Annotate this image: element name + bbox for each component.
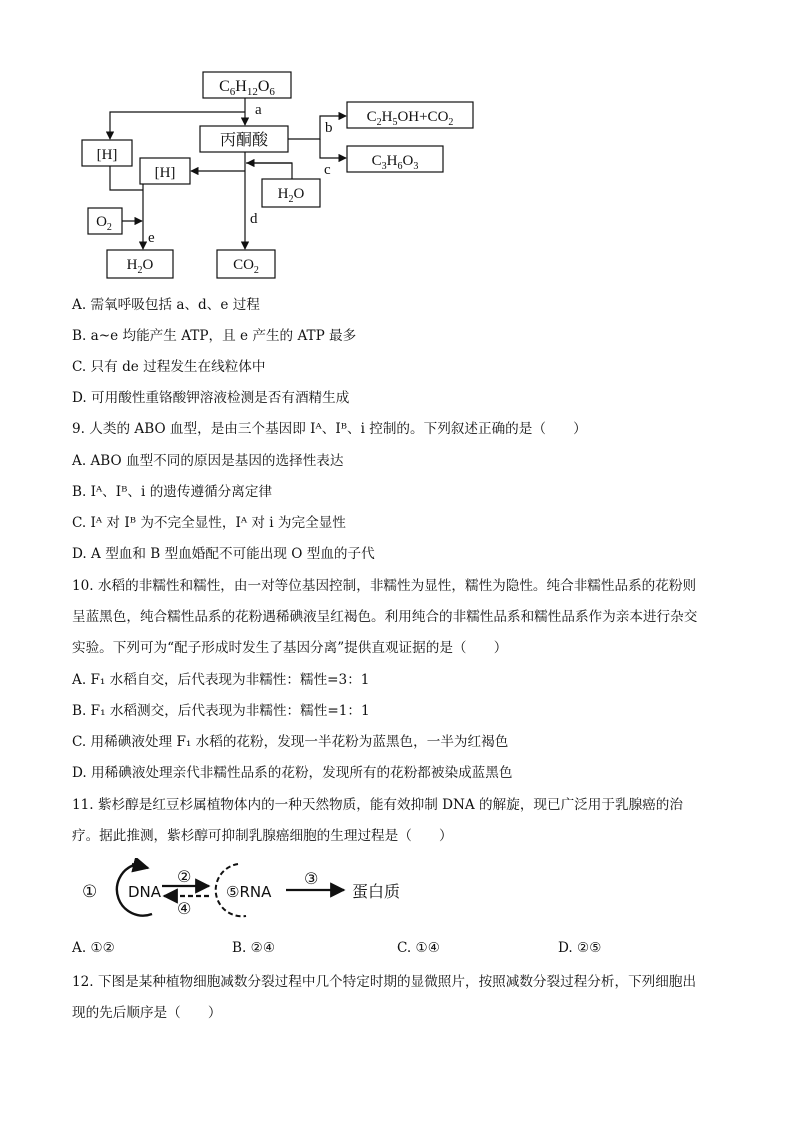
q10-stem-2: 呈蓝黑色，纯合糯性品系的花粉遇稀碘液呈红褐色。利用纯合的非糯性品系和糯性品系作为亲本进行杂交 — [72, 609, 698, 625]
fig-dna: DNA — [128, 883, 162, 901]
q8-option-c: C. 只有 de 过程发生在线粒体中 — [72, 359, 266, 375]
q10-option-d: D. 用稀碘液处理亲代非糯性品系的花粉，发现所有的花粉都被染成蓝黑色 — [72, 765, 513, 781]
label-c: c — [324, 162, 331, 178]
label-d: d — [250, 211, 258, 227]
q11-stem-2: 疗。据此推测，紫杉醇可抑制乳腺癌细胞的生理过程是（ ） — [72, 828, 453, 844]
label-b: b — [325, 120, 333, 136]
fig-circle-4: ④ — [177, 899, 192, 918]
q11-options — [72, 940, 712, 960]
q10-option-a: A. F₁ 水稻自交，后代表现为非糯性：糯性=3：1 — [72, 672, 370, 688]
q10-option-c: C. 用稀碘液处理 F₁ 水稻的花粉，发现一半花粉为蓝黑色，一半为红褐色 — [72, 734, 509, 750]
q10-stem-3: 实验。下列可为“配子形成时发生了基因分离”提供直观证据的是（ ） — [72, 640, 508, 656]
ethanol-label: $C_2H_5OH+CO_2$ — [366, 109, 454, 128]
q8-option-a: A. 需氧呼吸包括 a、d、e 过程 — [72, 297, 260, 313]
q11-option-a: A. ①② — [72, 940, 115, 956]
q11-stem-1: 11. 紫杉醇是红豆杉属植物体内的一种天然物质，能有效抑制 DNA 的解旋，现已广泛用于乳腺癌的治 — [72, 797, 683, 813]
q11-option-c: C. ①④ — [397, 940, 440, 956]
water-in-label: $H_2O$ — [277, 186, 305, 205]
label-e: e — [148, 230, 155, 246]
glucose-label: $C_6H_{12}O_6$ — [219, 78, 275, 98]
q9-option-c: C. Iᴬ 对 Iᴮ 为不完全显性，Iᴬ 对 i 为完全显性 — [72, 515, 346, 531]
q9-option-d: D. A 型血和 B 型血婚配不可能出现 O 型血的子代 — [72, 546, 375, 562]
respiration-diagram — [70, 62, 490, 284]
h-left-label: [H] — [96, 147, 118, 163]
pyruvate-label: 丙酮酸 — [219, 132, 269, 149]
fig-circle-1: ① — [82, 882, 98, 902]
label-a: a — [255, 102, 262, 118]
lactate-label: $C_3H_6O_3$ — [371, 153, 419, 172]
central-dogma-figure — [76, 858, 416, 924]
q10-stem-1: 10. 水稻的非糯性和糯性，由一对等位基因控制，非糯性为显性，糯性为隐性。纯合非糯性品系的花粉则 — [72, 578, 697, 594]
q8-option-d: D. 可用酸性重铬酸钾溶液检测是否有酒精生成 — [72, 390, 350, 406]
q12-stem-1: 12. 下图是某种植物细胞减数分裂过程中几个特定时期的显微照片，按照减数分裂过程分析，下列细胞出 — [72, 974, 697, 990]
q9-stem: 9. 人类的 ABO 血型，是由三个基因即 Iᴬ、Iᴮ、i 控制的。下列叙述正确的是（ ） — [72, 421, 587, 437]
q8-option-b: B. a~e 均能产生 ATP，且 e 产生的 ATP 最多 — [72, 328, 357, 344]
q9-option-a: A. ABO 血型不同的原因是基因的选择性表达 — [72, 453, 344, 469]
water-out-label: $H_2O$ — [126, 257, 154, 276]
fig-circle-3: ③ — [304, 869, 319, 888]
fig-protein: 蛋白质 — [352, 882, 401, 901]
q10-option-b: B. F₁ 水稻测交，后代表现为非糯性：糯性=1：1 — [72, 703, 370, 719]
q12-stem-2: 现的先后顺序是（ ） — [72, 1005, 222, 1021]
q11-option-d: D. ②⑤ — [558, 940, 602, 956]
h-mid-label: [H] — [154, 165, 176, 181]
o2-label: $O_2$ — [96, 214, 112, 233]
fig-rna: ⑤RNA — [226, 883, 272, 901]
q9-option-b: B. Iᴬ、Iᴮ、i 的遗传遵循分离定律 — [72, 484, 273, 500]
fig-circle-2: ② — [177, 867, 192, 886]
co2-label: $CO_2$ — [233, 257, 259, 276]
q11-option-b: B. ②④ — [232, 940, 276, 956]
